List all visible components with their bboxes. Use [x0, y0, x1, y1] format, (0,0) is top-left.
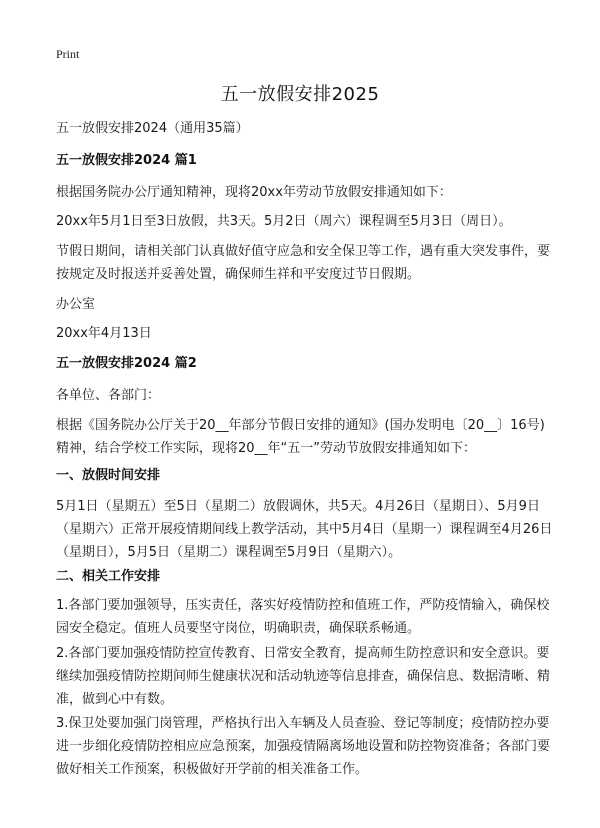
- section2-paragraph-3: 5月1日（星期五）至5日（星期二）放假调休，共5天。4月26日（星期日）、5月9日（星期六）正常开展疫情期间线上教学活动，其中5月4日（星期一）课程调至4月26日（星期日），5月5日（星期二）课程调至5月9日（星期六）。: [56, 499, 553, 560]
- section2-heading: 五一放假安排2024 篇2: [56, 356, 197, 371]
- section2-paragraph-5: 2.各部门要加强疫情防控宣传教育、日常安全教育，提高师生防控意识和安全意识。要继续加强疫情防控期间师生健康状况和活动轨迹等信息排查，确保信息、数据清晰、精准，做到心中有数。: [56, 646, 551, 707]
- document-title: 五一放假安排2025: [220, 84, 380, 105]
- section2-paragraph-4: 1.各部门要加强领导，压实责任，落实好疫情防控和值班工作，严防疫情输入，确保校园安全稳定。值班人员要坚守岗位，明确职责，确保联系畅通。: [56, 598, 550, 636]
- section1-paragraph-2: 20xx年5月1日至3日放假，共3天。5月2日（周六）课程调至5月3日（周日）。: [56, 214, 512, 229]
- section2-paragraph-6: 3.保卫处要加强门岗管理，严格执行出入车辆及人员查验、登记等制度；疫情防控办要进一步细化疫情防控相应应急预案，加强疫情隔离场地设置和防控物资准备；各部门要做好相关工作预案，积极做好开学前的相关准备工作。: [56, 716, 551, 777]
- section1-signature-office: 办公室: [56, 297, 96, 312]
- section1-paragraph-3: 节假日期间，请相关部门认真做好值守应急和安全保卫等工作，遇有重大突发事件，要按规定及时报送并妥善处置，确保师生祥和平安度过节日假期。: [56, 244, 551, 282]
- section1-heading: 五一放假安排2024 篇1: [56, 153, 197, 168]
- section1-signature-date: 20xx年4月13日: [56, 326, 152, 341]
- section2-paragraph-1: 各单位、各部门：: [56, 388, 161, 403]
- section2-subheading-1: 一、放假时间安排: [56, 468, 161, 483]
- section2-paragraph-2: 根据《国务院办公厅关于20__年部分节假日安排的通知》(国办发明电〔20__〕16号)精神，结合学校工作实际，现将20__年“五一”劳动节放假安排通知如下：: [56, 418, 545, 456]
- section1-paragraph-1: 根据国务院办公厅通知精神，现将20xx年劳动节放假安排通知如下：: [56, 185, 452, 200]
- print-label: Print: [56, 47, 80, 61]
- document-subtitle: 五一放假安排2024（通用35篇）: [56, 121, 249, 136]
- section2-subheading-2: 二、相关工作安排: [56, 569, 161, 584]
